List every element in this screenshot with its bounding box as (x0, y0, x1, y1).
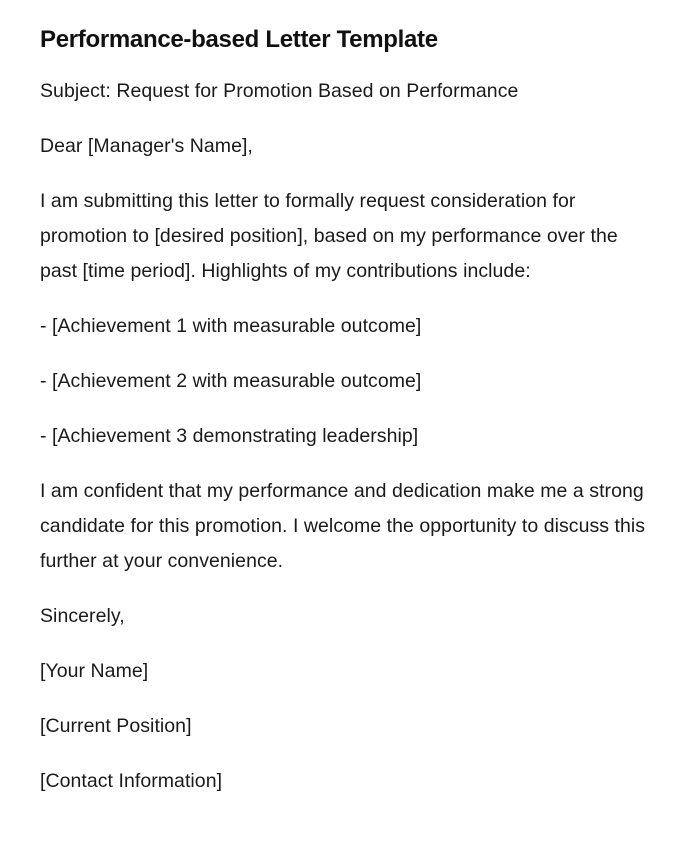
achievement-item-3: - [Achievement 3 demonstrating leadership] (40, 425, 419, 447)
achievement-item-2: - [Achievement 2 with measurable outcome] (40, 370, 422, 392)
sign-off: Sincerely, (40, 605, 125, 627)
salutation: Dear [Manager's Name], (40, 135, 253, 157)
signature-contact: [Contact Information] (40, 770, 223, 792)
signature-position: [Current Position] (40, 715, 192, 737)
signature-name: [Your Name] (40, 660, 149, 682)
subject-line: Subject: Request for Promotion Based on Performance (40, 80, 519, 102)
closing-paragraph: I am confident that my performance and dedication make me a strong candidate for this promotion. I welcome the opportunity to discuss this further at your convenience. (40, 480, 646, 572)
intro-paragraph: I am submitting this letter to formally request consideration for promotion to [desired position], based on my performance over the past [time period]. Highlights of my contributions include: (40, 190, 618, 282)
document-title: Performance-based Letter Template (40, 26, 438, 53)
achievement-item-1: - [Achievement 1 with measurable outcome] (40, 315, 422, 337)
letter-document (40, 24, 660, 819)
